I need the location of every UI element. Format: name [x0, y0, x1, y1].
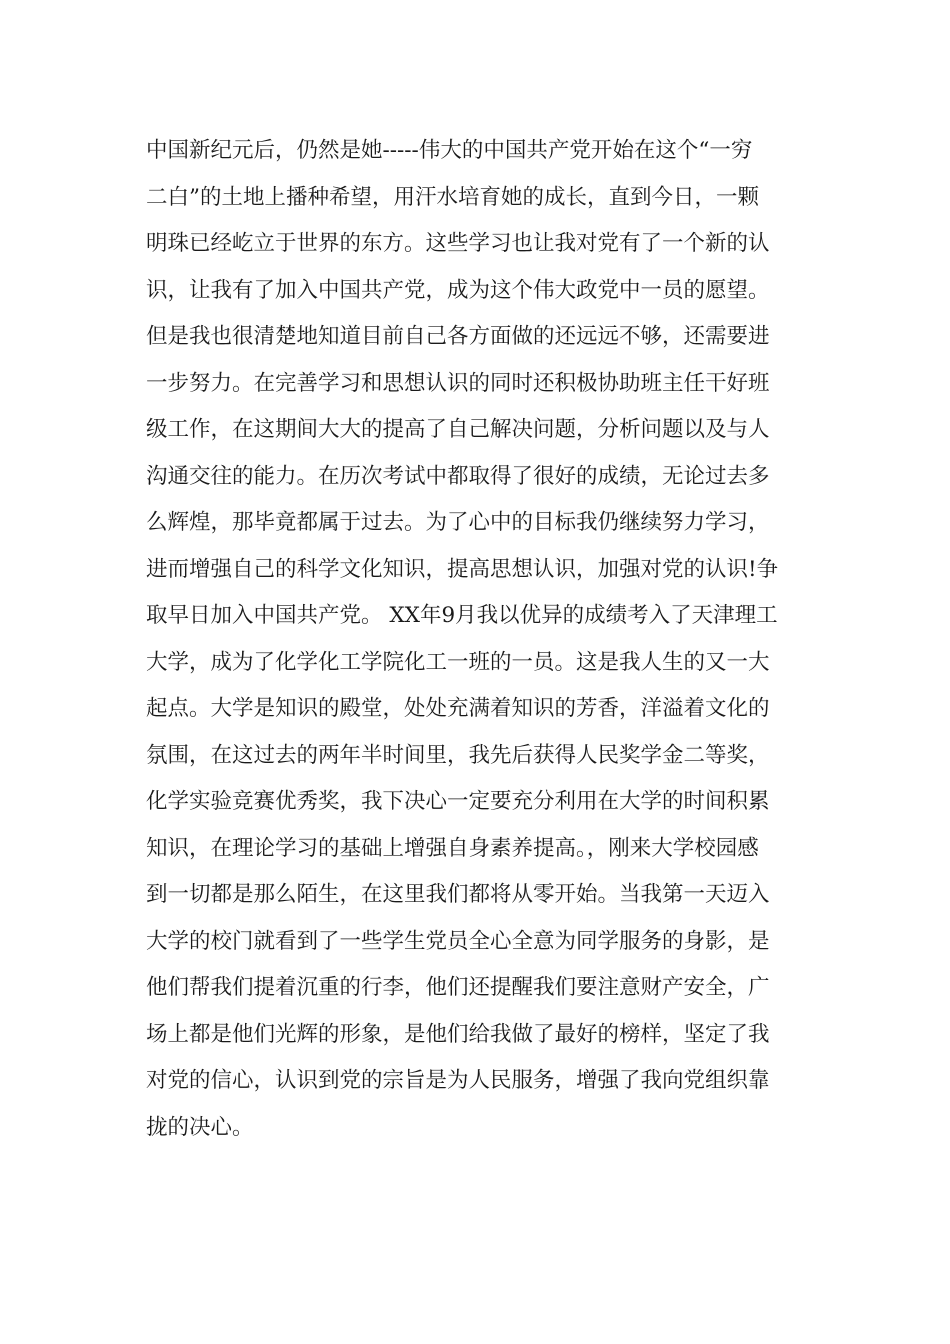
text-line: 场上都是他们光辉的形象，是他们给我做了最好的榜样，坚定了我 [146, 1021, 770, 1047]
text-line: 识，让我有了加入中国共产党，成为这个伟大政党中一员的愿望。 [146, 277, 770, 303]
text-line: 二白”的土地上播种希望，用汗水培育她的成长，直到今日，一颗 [146, 184, 759, 210]
text-line: 沟通交往的能力。在历次考试中都取得了很好的成绩，无论过去多 [146, 463, 770, 489]
text-line: 起点。大学是知识的殿堂，处处充满着知识的芳香，洋溢着文化的 [146, 696, 770, 721]
text-line: 他们帮我们提着沉重的行李，他们还提醒我们要注意财产安全，广 [146, 975, 770, 1000]
text-line: 大学，成为了化学化工学院化工一班的一员。这是我人生的又一大 [146, 649, 770, 675]
text-line: 拢的决心。 [146, 1114, 254, 1140]
text-line: 一步努力。在完善学习和思想认识的同时还积极协助班主任干好班 [146, 370, 770, 396]
text-line: 明珠已经屹立于世界的东方。这些学习也让我对党有了一个新的认 [146, 231, 770, 256]
text-line: 进而增强自己的科学文化知识，提高思想认识，加强对党的认识!争 [146, 556, 779, 582]
text-line: 级工作，在这期间大大的提高了自己解决问题，分析问题以及与人 [146, 417, 770, 442]
text-line: 大学的校门就看到了一些学生党员全心全意为同学服务的身影，是 [146, 928, 770, 954]
text-line: 氛围，在这过去的两年半时间里，我先后获得人民奖学金二等奖， [146, 742, 770, 768]
text-line: 中国新纪元后，仍然是她-----伟大的中国共产党开始在这个“一穷 [146, 138, 753, 163]
text-line: 么辉煌，那毕竟都属于过去。为了心中的目标我仍继续努力学习， [146, 510, 770, 535]
text-line: 知识，在理论学习的基础上增强自身素养提高。，刚来大学校园感 [146, 835, 759, 861]
text-line: 化学实验竞赛优秀奖，我下决心一定要充分利用在大学的时间积累 [146, 789, 770, 814]
text-line: 对党的信心，认识到党的宗旨是为人民服务，增强了我向党组织靠 [146, 1068, 770, 1093]
text-line: 到一切都是那么陌生，在这里我们都将从零开始。当我第一天迈入 [146, 882, 770, 907]
body-paragraph [146, 128, 810, 1151]
text-line: 但是我也很清楚地知道目前自己各方面做的还远远不够，还需要进 [146, 324, 770, 349]
text-line: 取早日加入中国共产党。 XX年9月我以优异的成绩考入了天津理工 [146, 603, 778, 628]
